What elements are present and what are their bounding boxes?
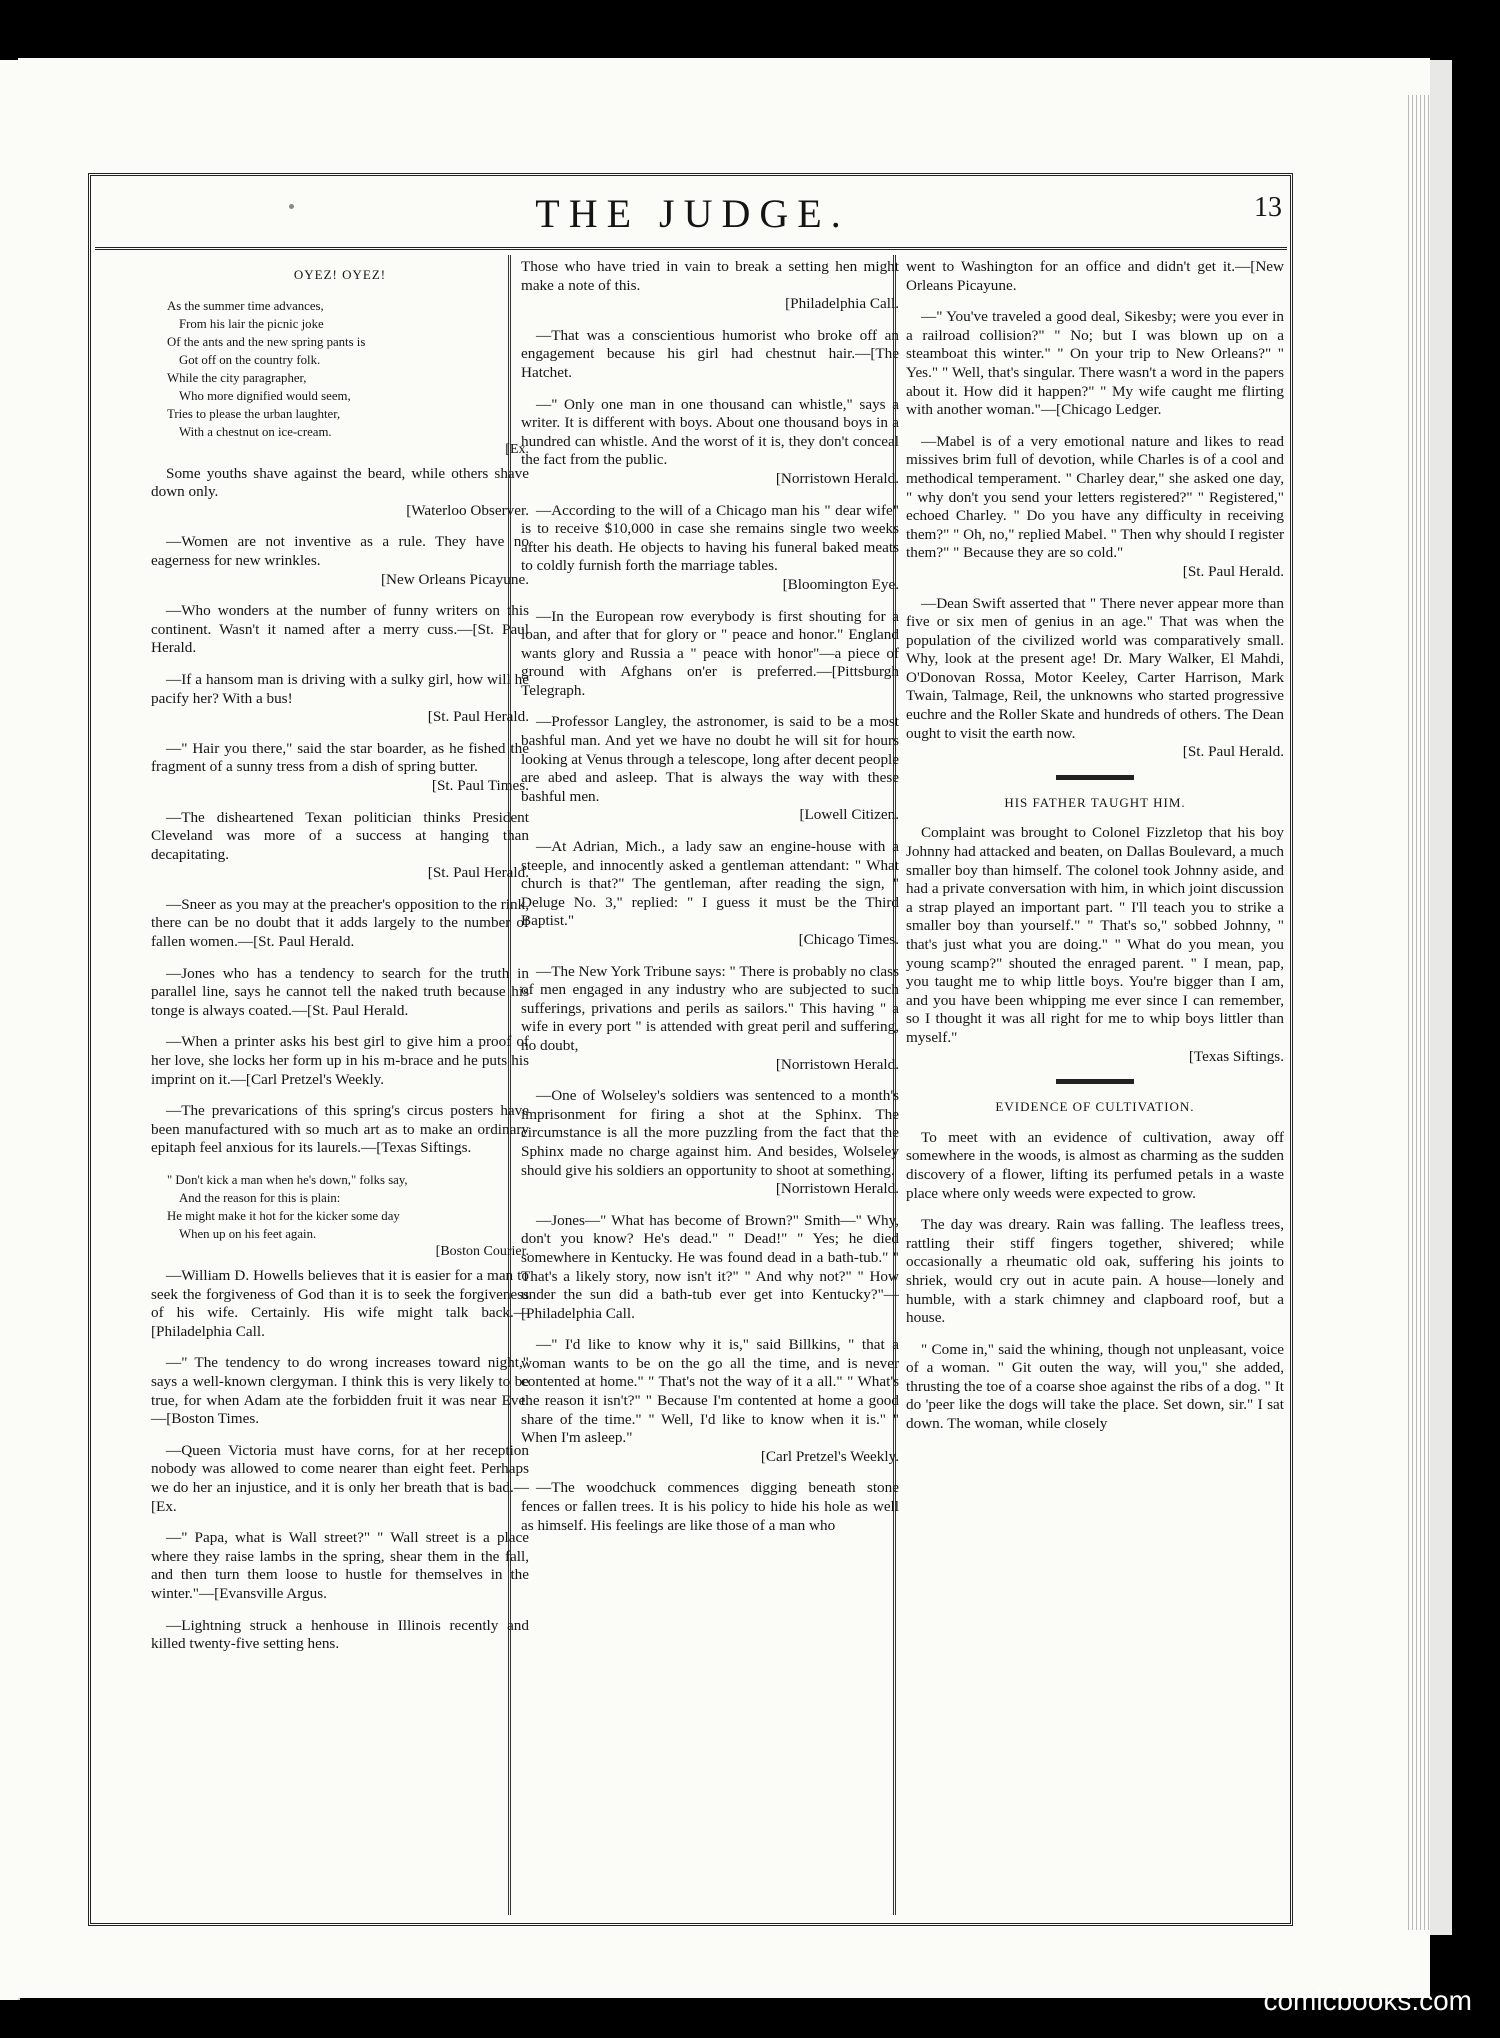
article-source: [Waterloo Observer. [406,501,529,519]
article-paragraph [151,740,529,796]
article-source: [Norristown Herald. [775,1180,899,1198]
article-text: —Sneer as you may at the preacher's opposition to the rink, there can be no doubt that it adds largely to the number of fallen women.—[St. Paul Herald. [151,895,529,951]
article-text: —" I'd like to know why it is," said Billkins, " that a woman wants to be on the go all the time, and is never contented at home." " That's not the way of it a all." " What's the reason it isn't?" " Because I'm contented at home a good share of the time." " Well, I'd like to know when it is." " When I'm asleep." [521,1336,899,1447]
article-paragraph [906,1216,1284,1328]
poem-line: Got off on the country folk. [179,352,321,367]
article-source: [St. Paul Herald. [1182,562,1284,580]
article-text: —The disheartened Texan politician thinks President Cleveland was more of a success at hanging than decapitating. [151,808,529,863]
article-text: " Come in," said the whining, though not unpleasant, voice of a woman. " Git outen the way, will you," she added, thrusting the toe of a coarse shoe against the ribs of a dog. " It do 'peer like the dogs will take the place. Set down, sir." I sat down. The woman, while closely [906,1340,1284,1433]
article-paragraph [151,1033,529,1089]
article-source: [Norristown Herald. [775,469,899,487]
article-paragraph [906,824,1284,1066]
article-source: [Bloomington Eye. [782,575,899,593]
article-paragraph [906,433,1284,582]
article-text: —When a printer asks his best girl to give him a proof of her love, she locks her form up in his m-brace and he puts his imprint on it.—[Carl Pretzel's Weekly. [151,1033,529,1088]
article-source: [Lowell Citizen. [799,806,899,824]
article-paragraph [151,602,529,658]
poem-line: Who more dignified would seem, [179,388,351,403]
left-page-edge [0,60,20,2000]
article-text: —One of Wolseley's soldiers was sentenced to a month's imprisonment for firing a shot at the Sphinx. The circumstance is all the more puzzling from the fact that the Sphinx made no charge against him. And besides, Wolseley should give his soldiers an opportunity to shoot at something. [521,1087,899,1179]
poem-line: Of the ants and the new spring pants is [167,334,366,349]
column-1-items [151,465,529,1158]
article-source: [St. Paul Herald. [427,864,529,882]
masthead [95,190,1290,242]
article-text: —Mabel is of a very emotional nature and likes to read missives brim full of devotion, while Charles is of a cool and methodical temperament. " Charley dear," she asked one day, " why don't you send your letters registered?" " Registered," echoed Charley. " Do you have any difficulty in receiving them?" " Oh, no," replied Mabel. " Then why should I register them?" " Because they are so cold." [906,432,1284,562]
poem-line: " Don't kick a man when he's down," folks say, [167,1173,408,1187]
article-paragraph [151,671,529,727]
right-page-edge [1430,60,1452,1935]
header-rule [95,247,1287,250]
section-heading-oyez: OYEZ! OYEZ! [293,267,387,282]
article-paragraph [906,595,1284,762]
article-text: —According to the will of a Chicago man his " dear wife" is to receive $10,000 in case she remains single two weeks after his death. He objects to having his funeral baked meats to coldly furnish forth the marriage tables. [521,501,899,575]
article-source: [Norristown Herald. [775,1055,899,1073]
page-number: 13 [1254,192,1282,223]
article-text: —Jones—" What has become of Brown?" Smith—" Why, don't you know? He's dead." " Dead!" " Yes; he died somewhere in Kentucky. He was found dead in a bath-tub." " That's a likely story, now isn't it?" " And why not?" " How under the sun did a bath-tub ever get into Kentucky?"—[Philadelphia Call. [521,1211,899,1322]
poem-line: He might make it hot for the kicker some day [167,1209,400,1223]
article-paragraph [521,1087,899,1199]
column-1-items-2 [151,1267,529,1654]
poem-summer [151,297,529,459]
poem-line: From his lair the picnic joke [179,316,324,331]
article-paragraph [521,502,899,595]
article-text: —" Only one man in one thousand can whistle," says a writer. It is different with boys. About one thousand boys in a hundred can whistle. And the worst of it is, they don't conceal the fact from the public. [521,395,899,469]
article-paragraph [521,838,899,950]
article-text: —If a hansom man is driving with a sulky girl, how will he pacify her? With a bus! [151,670,529,707]
article-source: [St. Paul Times. [431,776,529,794]
article-paragraph [906,1129,1284,1203]
article-text: —At Adrian, Mich., a lady saw an engine-house with a steeple, and innocently asked a gentleman attendant: " What church is that?" The gentleman, after reading the sign, " Deluge No. 3," replied: " I guess it must be the Third Baptist." [521,838,899,930]
article-paragraph [521,1336,899,1466]
article-text: Complaint was brought to Colonel Fizzletop that his boy Johnny had attacked and beaten, on Dallas Boulevard, a much smaller boy than himself. The colonel took Johnny aside, and had a private conversation with him, in which joint discussion a strap played an important part. " I'll teach you to strike a smaller boy than yourself." " That's so," sobbed Johnny, " that's just what you are doing." " What do you mean, you young scamp?" shouted the enraged parent. " I mean, pap, you taught me to whip little boys. You're bigger than I am, and you have been whipping me ever since I can remember, so I thought it was all right for me to whip boys littler than myself." [906,824,1284,1046]
section-rule [1056,775,1134,780]
article-text: —Jones who has a tendency to search for the truth in parallel line, says he cannot tell the naked truth because his tonge is always coated.—[St. Paul Herald. [151,964,529,1019]
article-text: Some youths shave against the beard, while others shave down only. [151,464,529,501]
article-paragraph [151,1529,529,1603]
article-text: —" You've traveled a good deal, Sikesby; were you ever in a railroad collision?" " No; but I was blown up on a steamboat this winter." " On your trip to New Orleans?" " Yes." " Well, that's singular. There wasn't a word in the papers about it. How did it happen?" " My wife caught me flirting with another woman."—[Chicago Ledger. [906,308,1284,419]
article-paragraph [151,1617,529,1654]
column-1 [151,258,529,1667]
article-text: —The woodchuck commences digging beneath stone fences or fallen trees. It is his policy to hide his hole as well as himself. His feelings are like those of a man who [521,1479,899,1534]
article-paragraph [151,1267,529,1341]
article-paragraph [151,465,529,521]
article-paragraph [521,258,899,314]
section-heading-father: HIS FATHER TAUGHT HIM. [1004,794,1186,810]
article-paragraph [906,308,1284,420]
article-text: Those who have tried in vain to break a setting hen might make a note of this. [521,258,899,294]
article-paragraph [521,963,899,1075]
site-watermark: comicbooks.com [1263,1985,1472,2016]
article-text: —The prevarications of this spring's circus posters have been manufactured with so much art as to make an ordinary epitaph feel anxious for its laurels.—[Texas Siftings. [151,1102,529,1157]
article-text: —William D. Howells believes that it is easier for a man to seek the forgiveness of God than it is to seek the forgiveness of his wife. Certainly. His wife might talk back.—[Philadelphia Call. [151,1267,529,1340]
article-paragraph [906,258,1284,295]
page-stack-edge [1408,95,1432,1930]
article-paragraph [151,809,529,883]
column-3-items [906,258,1284,762]
poem-line: And the reason for this is plain: [179,1191,341,1205]
section-heading-cultivation: EVIDENCE OF CULTIVATION. [995,1099,1195,1115]
article-source: [Texas Siftings. [1188,1047,1284,1065]
article-paragraph [151,896,529,952]
article-text: —Lightning struck a henhouse in Illinois recently and killed twenty-five setting hens. [151,1616,529,1653]
poem-dont-kick [151,1171,529,1261]
article-paragraph [906,1341,1284,1434]
poem-line: When up on his feet again. [179,1227,317,1241]
poem-line: As the summer time advances, [167,298,324,313]
section-rule [1056,1079,1134,1084]
story-cultivation [906,1129,1284,1434]
poem-source: [Ex. [505,441,529,457]
article-paragraph [151,1442,529,1516]
article-text: went to Washington for an office and didn't get it.—[New Orleans Picayune. [906,258,1284,294]
article-text: —The New York Tribune says: " There is probably no class of men engaged in any industry who are subjected to such sufferings, privations and perils as sailors." This having " a wife in every port " is attended with great peril and suffering, no doubt, [521,962,899,1054]
column-2 [521,258,899,1548]
article-paragraph [521,327,899,383]
article-source: [New Orleans Picayune. [380,570,529,588]
article-text: —Queen Victoria must have corns, for at her reception nobody was allowed to come nearer than eight feet. Perhaps we do her an injustice, and it is only her breath that is bad.—[Ex. [151,1441,529,1515]
article-paragraph [151,1354,529,1428]
article-paragraph [521,1212,899,1324]
article-source: [St. Paul Herald. [427,708,529,726]
article-paragraph [151,1102,529,1158]
column-2-items [521,258,899,1535]
article-text: —Who wonders at the number of funny writers on this continent. Wasn't it named after a merry cuss.—[St. Paul Herald. [151,602,529,657]
article-source: [St. Paul Herald. [1182,743,1284,761]
article-source: [Philadelphia Call. [785,295,899,313]
poem-line: Tries to please the urban laughter, [167,406,341,421]
article-text: —" The tendency to do wrong increases toward night," says a well-known clergyman. I think this is very likely to be true, for when Adam ate the forbidden fruit it was near Eve.—[Boston Times. [151,1354,529,1428]
article-text: —Professor Langley, the astronomer, is said to be a most bashful man. And yet we have no doubt he will sit for hours looking at Venus through a telescope, long after decent people are abed and asleep. That is always the way with these bashful men. [521,713,899,805]
poem-line: With a chestnut on ice-cream. [179,424,332,439]
article-text: —Dean Swift asserted that " There never appear more than five or six men of genius in an age." That was when the population of the civilized world was comparatively small. Why, look at the present age! Dr. Mary Walker, El Mahdi, O'Donovan Rossa, Motor Keeley, Carter Harrison, Mark Twain, Talmage, Reil, the unknowns who started progressive euchre and the Roller Skate and hundreds of others. The Dean ought to visit the earth now. [906,594,1284,742]
article-source: [Chicago Times. [798,931,899,948]
poem-source: [Boston Courier. [435,1244,529,1259]
article-paragraph [521,396,899,489]
article-text: To meet with an evidence of cultivation, away off somewhere in the woods, is almost as charming as the sudden discovery of a flower, lifting its perfumed petals in a waste place where only weeds were expected to grow. [906,1128,1284,1202]
article-paragraph [521,608,899,701]
article-text: —In the European row everybody is first shouting for a loan, and after that for glory or " peace and honor." England wants glory and Russia a " peace with honor"—a piece of ground with Afghans on'er is preferred.—[Pittsburgh Telegraph. [521,607,899,699]
article-text: —" Papa, what is Wall street?" " Wall street is a place where they raise lambs in the spring, shear them in the fall, and then turn them loose to hustle for themselves in the winter."—[Evansville Argus. [151,1529,529,1602]
article-text: The day was dreary. Rain was falling. The leafless trees, rattling their stiff fingers together, shivered; while occasionally a rheumatic old oak, suffering his joints to shriek, would cry out in acute pain. A house—lonely and humble, with a stark chimney and clapboard roof, but a house. [906,1216,1284,1327]
article-paragraph [521,1479,899,1535]
article-text: —" Hair you there," said the star boarder, as he fished the fragment of a sunny tress from a dish of spring butter. [151,739,529,776]
column-3 [906,258,1284,1447]
article-paragraph [151,965,529,1021]
article-text: —That was a conscientious humorist who broke off an engagement because his girl had chestnut hair.—[The Hatchet. [521,326,899,381]
story-his-father [906,824,1284,1066]
article-source: [Carl Pretzel's Weekly. [760,1447,899,1465]
article-paragraph [151,533,529,589]
article-text: —Women are not inventive as a rule. They have no eagerness for new wrinkles. [151,533,529,569]
poem-line: While the city paragrapher, [167,370,307,385]
page-title: THE JUDGE. [535,191,850,236]
article-paragraph [521,713,899,825]
